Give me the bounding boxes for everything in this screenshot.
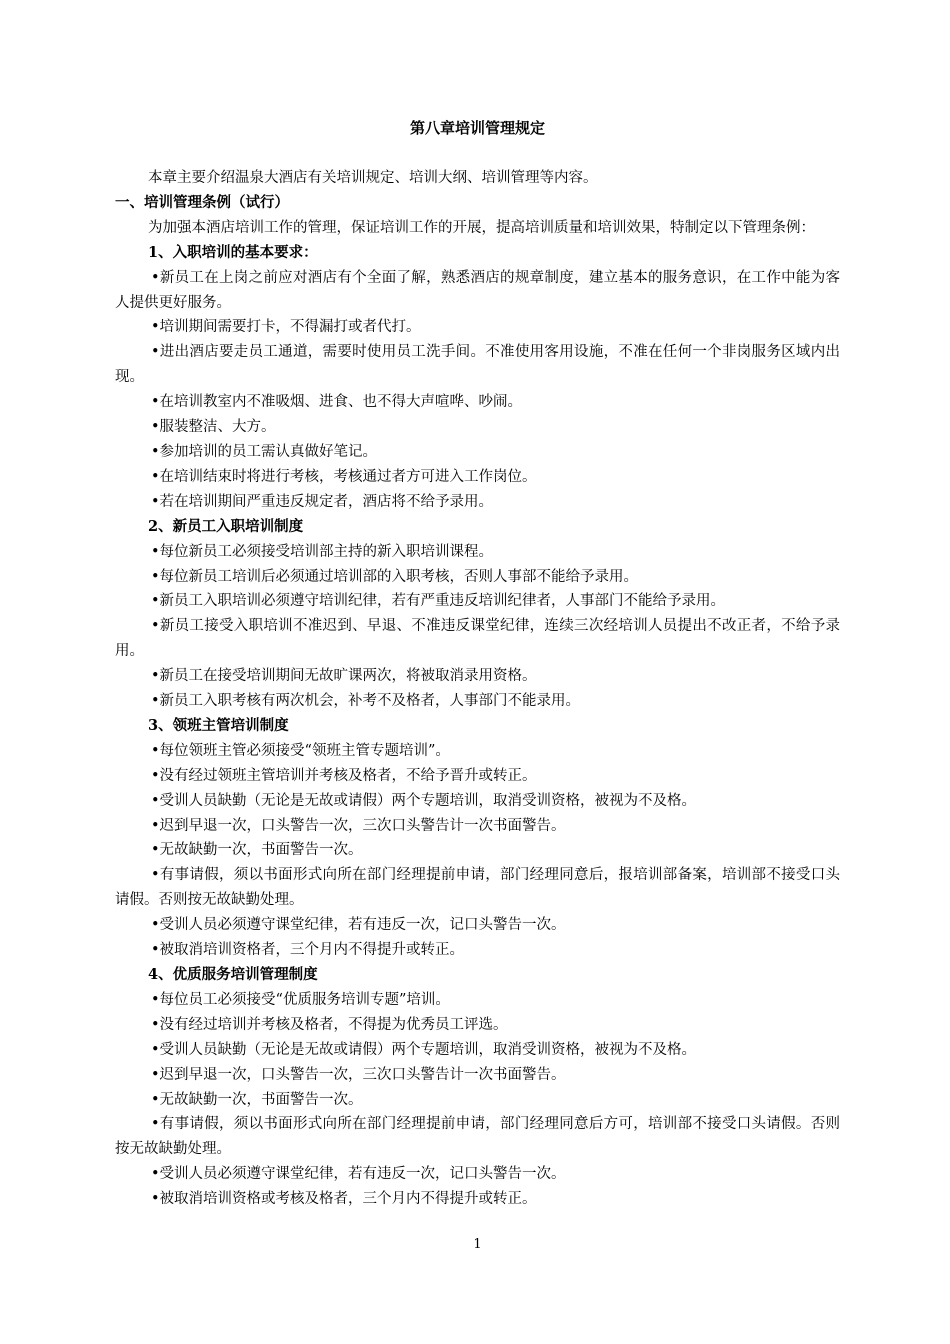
list-item: •受训人员必须遵守课堂纪律，若有违反一次，记口头警告一次。 [151, 917, 566, 934]
list-item: •有事请假，须以书面形式向所在部门经理提前申请，部门经理同意后方可，培训部不接受口头请假。否则按无故缺勤处理。 [115, 1116, 840, 1158]
list-item: •每位领班主管必须接受“领班主管专题培训”。 [151, 742, 450, 759]
list-item: •新员工在上岗之前应对酒店有个全面了解，熟悉酒店的规章制度，建立基本的服务意识，在工作中能为客人提供更好服务。 [115, 269, 840, 311]
list-item: •每位新员工培训后必须通过培训部的入职考核，否则人事部不能给予录用。 [151, 568, 639, 585]
list-item: •被取消培训资格者，三个月内不得提升或转正。 [151, 942, 465, 959]
intro-paragraph: 本章主要介绍温泉大酒店有关培训规定、培训大纲、培训管理等内容。 [148, 170, 598, 186]
list-item: •每位员工必须接受“优质服务培训专题”培训。 [151, 991, 450, 1008]
list-item: •在培训结束时将进行考核，考核通过者方可进入工作岗位。 [151, 468, 537, 485]
list-item: •新员工在接受培训期间无故旷课两次，将被取消录用资格。 [151, 668, 537, 685]
subsection-heading-3: 3、领班主管培训制度 [148, 716, 289, 734]
list-item: •没有经过领班主管培训并考核及格者，不给予晋升或转正。 [151, 767, 537, 784]
list-item: •受训人员必须遵守课堂纪律，若有违反一次，记口头警告一次。 [151, 1166, 566, 1183]
list-item: •无故缺勤一次，书面警告一次。 [151, 842, 363, 859]
section-preface: 为加强本酒店培训工作的管理，保证培训工作的开展，提高培训质量和培训效果，特制定以下管理条例： [148, 219, 815, 236]
list-item: •无故缺勤一次，书面警告一次。 [151, 1091, 363, 1108]
list-item: •迟到早退一次，口头警告一次，三次口头警告计一次书面警告。 [151, 1066, 566, 1083]
list-item: •参加培训的员工需认真做好笔记。 [151, 443, 378, 460]
document-body [115, 166, 840, 1212]
list-item: •新员工入职培训必须遵守培训纪律，若有严重违反培训纪律者，人事部门不能给予录用。 [151, 593, 726, 610]
list-item: •若在培训期间严重违反规定者，酒店将不给予录用。 [151, 493, 494, 510]
list-item: •没有经过培训并考核及格者，不得提为优秀员工评选。 [151, 1016, 508, 1033]
list-item: •受训人员缺勤（无论是无故或请假）两个专题培训，取消受训资格，被视为不及格。 [151, 792, 697, 809]
page-number: 1 [473, 1237, 482, 1252]
subsection-heading-4: 4、优质服务培训管理制度 [148, 966, 318, 983]
chapter-title: 第八章培训管理规定 [409, 119, 545, 137]
list-item: •有事请假，须以书面形式向所在部门经理提前申请，部门经理同意后，报培训部备案，培训部不接受口头请假。否则按无故缺勤处理。 [115, 867, 840, 909]
list-item: •服装整洁、大方。 [151, 419, 276, 436]
list-item: •每位新员工必须接受培训部主持的新入职培训课程。 [151, 543, 494, 560]
section-heading: 一、培训管理条例（试行） [115, 193, 289, 211]
list-item: •受训人员缺勤（无论是无故或请假）两个专题培训，取消受训资格，被视为不及格。 [151, 1041, 697, 1058]
list-item: •新员工接受入职培训不准迟到、早退、不准违反课堂纪律，连续三次经培训人员提出不改正者，不给予录用。 [115, 618, 840, 660]
list-item: •培训期间需要打卡，不得漏打或者代打。 [151, 319, 421, 336]
list-item: •被取消培训资格或考核及格者，三个月内不得提升或转正。 [151, 1191, 537, 1208]
subsection-heading-2: 2、新员工入职培训制度 [148, 517, 304, 535]
list-item: •进出酒店要走员工通道，需要时使用员工洗手间。不准使用客用设施，不准在任何一个非岗服务区域内出现。 [115, 344, 840, 386]
list-item: •迟到早退一次，口头警告一次，三次口头警告计一次书面警告。 [151, 817, 566, 834]
subsection-heading-1: 1、入职培训的基本要求： [148, 243, 318, 261]
list-item: •在培训教室内不准吸烟、进食、也不得大声喧哗、吵闹。 [151, 394, 523, 411]
list-item: •新员工入职考核有两次机会，补考不及格者，人事部门不能录用。 [151, 693, 581, 710]
